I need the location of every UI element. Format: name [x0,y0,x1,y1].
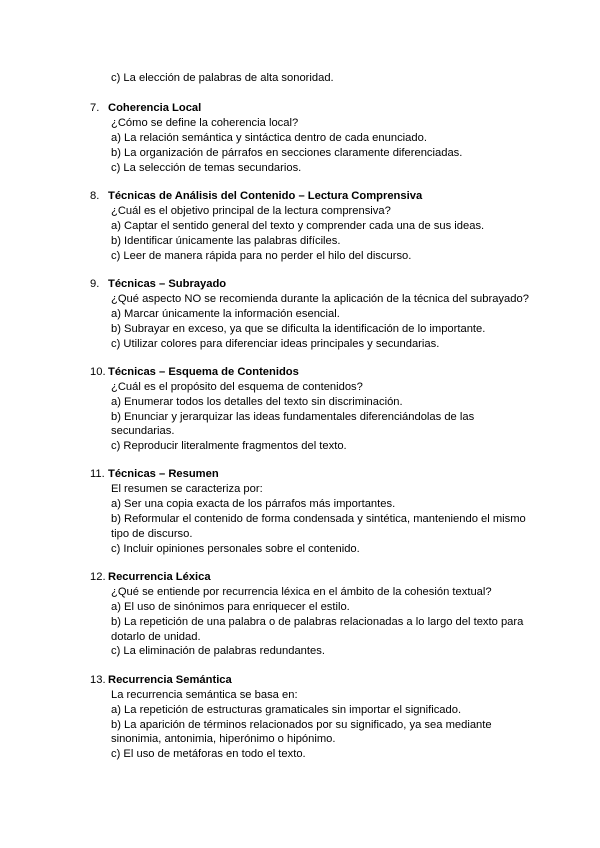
question-title: Técnicas – Subrayado [108,278,227,290]
option: a) Captar el sentido general del texto y comprender cada una de sus ideas. [111,220,485,232]
question-number: 13. [90,674,106,686]
option-continuation: secundarias. [111,425,175,437]
option: c) Incluir opiniones personales sobre el contenido. [111,543,360,555]
option: c) El uso de metáforas en todo el texto. [111,748,306,760]
option-continuation: dotarlo de unidad. [111,631,201,643]
question-number: 10. [90,366,106,378]
question-prompt: ¿Qué se entiende por recurrencia léxica en el ámbito de la cohesión textual? [111,586,492,598]
top-option: c) La elección de palabras de alta sonoridad. [111,72,334,84]
option-continuation: tipo de discurso. [111,528,193,540]
question-number: 12. [90,571,106,583]
question-prompt: ¿Cuál es el propósito del esquema de contenidos? [111,381,363,393]
question-prompt: La recurrencia semántica se basa en: [111,689,298,701]
question-prompt: ¿Qué aspecto NO se recomienda durante la aplicación de la técnica del subrayado? [111,293,529,305]
question-title: Técnicas – Resumen [108,468,219,480]
option: b) La organización de párrafos en secciones claramente diferenciadas. [111,147,463,159]
option: a) Enumerar todos los detalles del texto sin discriminación. [111,396,403,408]
question-title: Coherencia Local [108,102,202,114]
option: c) La eliminación de palabras redundantes. [111,645,325,657]
question-number: 7. [90,102,100,114]
option: c) Utilizar colores para diferenciar ideas principales y secundarias. [111,338,440,350]
question-prompt: El resumen se caracteriza por: [111,483,263,495]
option: b) Reformular el contenido de forma condensada y sintética, manteniendo el mismo [111,513,526,525]
option: a) Marcar únicamente la información esencial. [111,308,340,320]
option: a) El uso de sinónimos para enriquecer el estilo. [111,601,350,613]
option: b) Enunciar y jerarquizar las ideas fundamentales diferenciándolas de las [111,411,475,423]
question-prompt: ¿Cómo se define la coherencia local? [111,117,299,129]
question-prompt: ¿Cuál es el objetivo principal de la lectura comprensiva? [111,205,391,217]
option: b) Subrayar en exceso, ya que se dificulta la identificación de lo importante. [111,323,486,335]
question-title: Técnicas de Análisis del Contenido – Lectura Comprensiva [108,190,423,202]
option: c) La selección de temas secundarios. [111,162,302,174]
question-number: 9. [90,278,100,290]
option: a) La repetición de estructuras gramaticales sin importar el significado. [111,704,462,716]
option: b) Identificar únicamente las palabras difíciles. [111,235,341,247]
option: b) La repetición de una palabra o de palabras relacionadas a lo largo del texto para [111,616,524,628]
option: a) Ser una copia exacta de los párrafos más importantes. [111,498,396,510]
option: c) Leer de manera rápida para no perder el hilo del discurso. [111,250,412,262]
question-title: Recurrencia Léxica [108,571,211,583]
option: b) La aparición de términos relacionados por su significado, ya sea mediante [111,719,492,731]
question-number: 8. [90,190,100,202]
option-continuation: sinonimia, antonimia, hiperónimo o hipónimo. [111,733,336,745]
option: a) La relación semántica y sintáctica dentro de cada enunciado. [111,132,427,144]
option: c) Reproducir literalmente fragmentos del texto. [111,440,347,452]
question-number: 11. [90,468,105,480]
question-title: Recurrencia Semántica [108,674,232,686]
question-title: Técnicas – Esquema de Contenidos [108,366,299,378]
